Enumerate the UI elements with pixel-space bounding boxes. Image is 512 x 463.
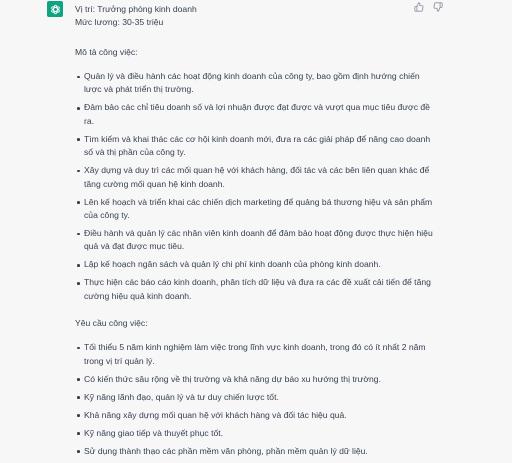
assistant-avatar: [47, 1, 63, 17]
list-item: Có kiến thức sâu rộng về thị trường và khả năng dự báo xu hướng thị trường.: [75, 373, 435, 386]
list-item: Xây dựng và duy trì các mối quan hệ với khách hàng, đối tác và các bên liên quan khác để tăng cường mối quan hệ kinh doanh.: [75, 164, 435, 191]
description-title: Mô tả công việc:: [75, 46, 138, 57]
list-item: Tìm kiếm và khai thác các cơ hội kinh doanh mới, đưa ra các giải pháp để nâng cao doanh số và thị phần của công ty.: [75, 133, 435, 160]
list-item: Điều hành và quản lý các nhân viên kinh doanh để đảm bảo hoạt động được thực hiện hiệu quả và đạt được mục tiêu.: [75, 227, 435, 254]
requirements-list: [75, 341, 435, 458]
list-item: Kỹ năng giao tiếp và thuyết phục tốt.: [75, 427, 435, 440]
openai-logo-icon: [50, 4, 61, 15]
list-item: Kỹ năng lãnh đạo, quản lý và tư duy chiến lược tốt.: [75, 391, 435, 404]
list-item: Tối thiểu 5 năm kinh nghiệm làm việc trong lĩnh vực kinh doanh, trong đó có ít nhất 2 năm trong vị trí quản lý.: [75, 341, 435, 368]
list-item: Thực hiện các báo cáo kinh doanh, phân tích dữ liệu và đưa ra các đề xuất cải tiến để tăng cường hiệu quả kinh doanh.: [75, 276, 435, 303]
salary-line: Mức lương: 30-35 triệu: [75, 17, 164, 28]
message-content: [75, 3, 435, 463]
list-item: Lên kế hoạch và triển khai các chiến dịch marketing để quảng bá thương hiệu và sản phẩm của công ty.: [75, 196, 435, 223]
list-item: Lập kế hoạch ngân sách và quản lý chi phí kinh doanh của phòng kinh doanh.: [75, 258, 435, 271]
list-item: Đảm bảo các chỉ tiêu doanh số và lợi nhuận được đạt được và vượt qua mục tiêu được đề ra.: [75, 101, 435, 128]
requirements-title: Yêu cầu công việc:: [75, 318, 148, 329]
list-item: Quản lý và điều hành các hoạt động kinh doanh của công ty, bao gồm định hướng chiến lược và phát triển thị trường.: [75, 70, 435, 97]
spacer: [75, 29, 435, 43]
list-item: Khả năng xây dựng mối quan hệ với khách hàng và đối tác hiệu quả.: [75, 409, 435, 422]
description-list: [75, 70, 435, 303]
position-line: Vị trí: Trưởng phòng kinh doanh: [75, 4, 197, 14]
list-item: Sử dụng thành thạo các phần mềm văn phòng, phần mềm quản lý dữ liệu.: [75, 445, 435, 458]
